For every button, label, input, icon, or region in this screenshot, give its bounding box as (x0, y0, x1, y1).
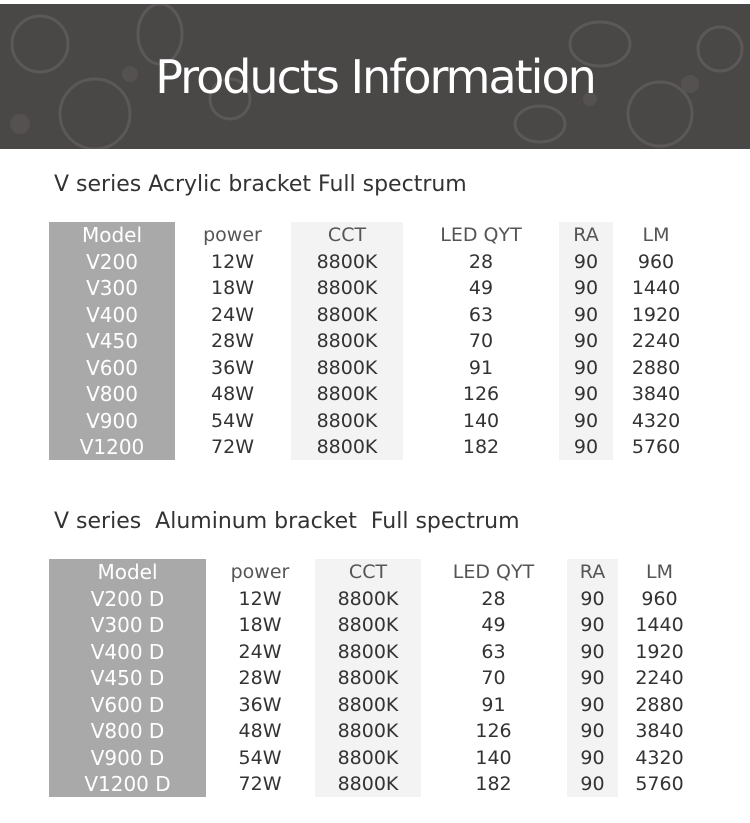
cell-power: 72W (211, 436, 254, 458)
cell-cct: 8800K (316, 250, 378, 273)
header-led-qyt: LED QYT (440, 224, 522, 246)
cell-cct: 8800K (337, 720, 399, 742)
spec-table-acrylic (0, 222, 750, 460)
cell-model: V200 (86, 249, 138, 274)
cell-power: 24W (211, 303, 254, 326)
cell-power: 28W (211, 330, 254, 352)
cell-lm: 2240 (631, 330, 681, 352)
cell-lm: 1920 (635, 640, 684, 663)
cell-cct: 8800K (316, 330, 378, 352)
header-led-qyt: LED QYT (452, 561, 535, 583)
cell-model: V900 D (90, 745, 165, 770)
cell-cct: 8800K (337, 640, 399, 663)
cell-model: V450 D (90, 666, 165, 690)
cell-ra: 90 (573, 383, 599, 405)
cell-model: V800 (86, 382, 138, 406)
cell-lm: 2880 (631, 356, 681, 379)
cell-model: V900 (86, 408, 138, 433)
cell-model: V400 D (90, 639, 165, 664)
cell-lm: 5760 (631, 436, 681, 458)
spec-table-aluminum (0, 559, 750, 797)
cell-led-qyt: 126 (475, 720, 512, 742)
cell-power: 18W (211, 277, 254, 299)
cell-led-qyt: 70 (468, 330, 494, 352)
cell-lm: 1920 (631, 303, 681, 326)
cell-led-qyt: 140 (475, 746, 512, 769)
cell-model: V300 (86, 276, 138, 300)
cell-model: V800 D (90, 719, 165, 743)
cell-cct: 8800K (316, 383, 378, 405)
cell-led-qyt: 49 (481, 614, 506, 636)
cell-led-qyt: 91 (468, 356, 494, 379)
cell-led-qyt: 126 (462, 383, 500, 405)
cell-cct: 8800K (337, 587, 399, 610)
section-title-acrylic: V series Acrylic bracket Full spectrum (54, 172, 467, 197)
cell-power: 12W (238, 587, 282, 610)
cell-cct: 8800K (337, 614, 399, 636)
cell-cct: 8800K (337, 746, 399, 769)
cell-ra: 90 (580, 720, 605, 742)
cell-ra: 90 (573, 250, 599, 273)
page-title: Products Information (155, 50, 595, 104)
cell-lm: 2240 (635, 667, 684, 689)
cell-ra: 90 (573, 277, 599, 299)
cell-power: 24W (238, 640, 282, 663)
cell-model: V600 (86, 355, 138, 380)
cell-led-qyt: 70 (481, 667, 506, 689)
cell-led-qyt: 28 (481, 587, 506, 610)
header-lm: LM (646, 561, 673, 583)
header-ra: RA (579, 561, 606, 583)
cell-power: 54W (211, 409, 254, 432)
cell-led-qyt: 140 (462, 409, 500, 432)
cell-ra: 90 (573, 356, 599, 379)
header-power: power (230, 561, 290, 583)
cell-cct: 8800K (337, 667, 399, 689)
cell-lm: 4320 (635, 746, 684, 769)
header-cct: CCT (348, 561, 388, 583)
cell-ra: 90 (573, 303, 599, 326)
cell-ra: 90 (580, 587, 605, 610)
header-lm: LM (642, 224, 670, 246)
cell-led-qyt: 28 (468, 250, 494, 273)
cell-ra: 90 (573, 409, 599, 432)
cell-model: V600 D (90, 692, 165, 717)
cell-lm: 1440 (631, 277, 681, 299)
header-power: power (203, 224, 262, 246)
cell-power: 54W (238, 746, 282, 769)
header-cct: CCT (327, 224, 367, 246)
cell-ra: 90 (573, 436, 599, 458)
header-model: Model (81, 223, 143, 247)
cell-ra: 90 (580, 614, 605, 636)
cell-cct: 8800K (316, 409, 378, 432)
cell-ra: 90 (580, 746, 605, 769)
cell-lm: 960 (641, 587, 678, 610)
cell-ra: 90 (580, 693, 605, 716)
cell-cct: 8800K (316, 356, 378, 379)
cell-led-qyt: 49 (468, 277, 494, 299)
cell-power: 12W (211, 250, 254, 273)
cell-lm: 2880 (635, 693, 684, 716)
header-ra: RA (573, 224, 599, 246)
cell-led-qyt: 63 (481, 640, 506, 663)
cell-led-qyt: 182 (462, 436, 500, 458)
cell-power: 48W (238, 720, 282, 742)
cell-cct: 8800K (337, 693, 399, 716)
cell-power: 18W (238, 614, 282, 636)
cell-lm: 5760 (635, 773, 684, 795)
cell-model: V1200 (79, 435, 145, 459)
header-model: Model (97, 560, 158, 584)
cell-led-qyt: 182 (475, 773, 512, 795)
section-title-aluminum: V series Aluminum bracket Full spectrum (54, 509, 520, 534)
cell-cct: 8800K (316, 303, 378, 326)
cell-ra: 90 (580, 667, 605, 689)
cell-power: 36W (238, 693, 282, 716)
cell-led-qyt: 63 (468, 303, 494, 326)
cell-led-qyt: 91 (481, 693, 506, 716)
cell-lm: 1440 (635, 614, 684, 636)
cell-model: V300 D (90, 613, 165, 637)
cell-power: 28W (238, 667, 282, 689)
cell-ra: 90 (580, 773, 605, 795)
cell-model: V200 D (90, 586, 165, 611)
cell-power: 48W (211, 383, 254, 405)
cell-power: 72W (238, 773, 282, 795)
cell-lm: 4320 (631, 409, 681, 432)
cell-cct: 8800K (316, 436, 378, 458)
cell-ra: 90 (573, 330, 599, 352)
cell-model: V450 (86, 329, 138, 353)
cell-lm: 960 (637, 250, 675, 273)
cell-model: V1200 D (84, 772, 171, 796)
cell-ra: 90 (580, 640, 605, 663)
cell-power: 36W (211, 356, 254, 379)
header-banner (0, 4, 750, 149)
cell-lm: 3840 (631, 383, 681, 405)
cell-cct: 8800K (316, 277, 378, 299)
cell-model: V400 (86, 302, 138, 327)
cell-cct: 8800K (337, 773, 399, 795)
cell-lm: 3840 (635, 720, 684, 742)
